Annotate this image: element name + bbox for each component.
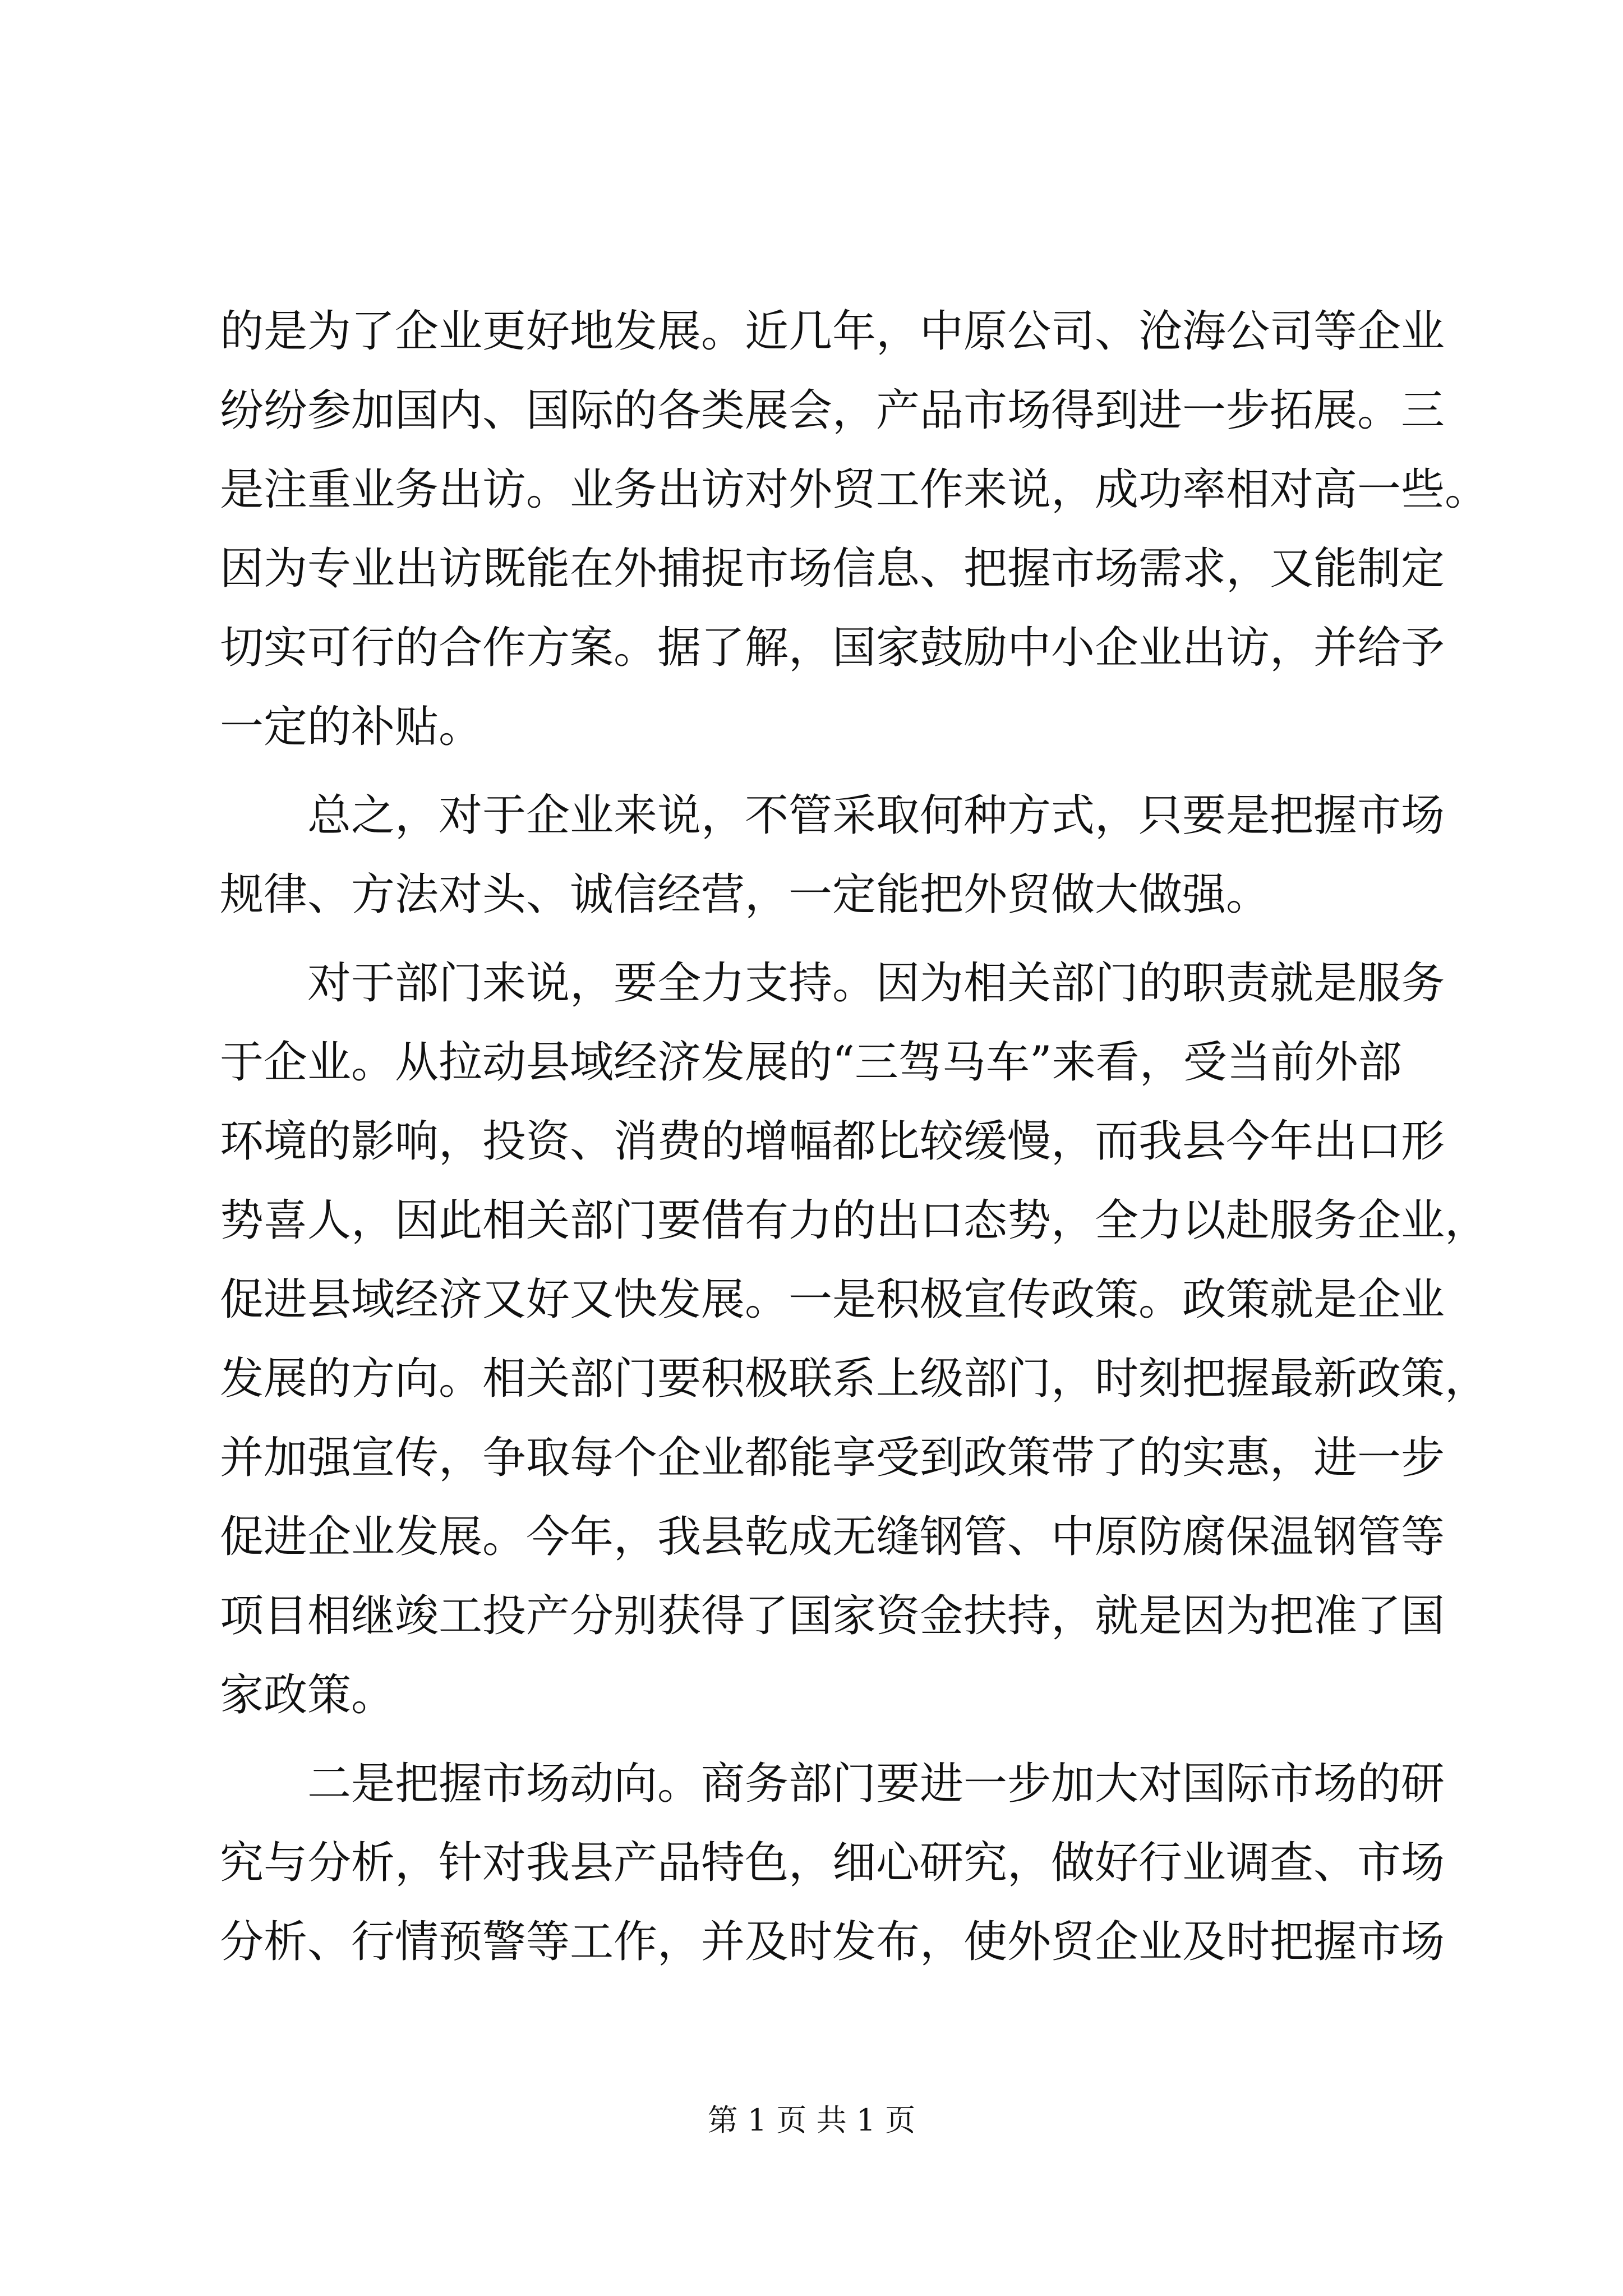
text-line: 促进企业发展。今年，我县乾成无缝钢管、中原防腐保温钢管等 <box>220 1512 1445 1562</box>
text-line: 对于部门来说，要全力支持。因为相关部门的职责就是服务 <box>307 958 1445 1009</box>
text-line: 势喜人，因此相关部门要借有力的出口态势，全力以赴服务企业， <box>220 1195 1489 1246</box>
text-line: 二是把握市场动向。商务部门要进一步加大对国际市场的研 <box>307 1759 1445 1809</box>
text-line: 分析、行情预警等工作，并及时发布，使外贸企业及时把握市场 <box>220 1917 1445 1967</box>
text-line: 家政策。 <box>220 1670 395 1720</box>
text-line: 总之，对于企业来说，不管采取何种方式，只要是把握市场 <box>307 790 1445 841</box>
text-line: 项目相继竣工投产分别获得了国家资金扶持，就是因为把准了国 <box>220 1591 1445 1641</box>
text-line: 一定的补贴。 <box>220 702 483 752</box>
paragraph-gap <box>220 767 1423 776</box>
text-line: 发展的方向。相关部门要积极联系上级部门，时刻把握最新政策， <box>220 1354 1489 1404</box>
body-text <box>220 292 1489 1982</box>
paragraph-gap <box>220 1735 1423 1745</box>
text-line: 环境的影响，投资、消费的增幅都比较缓慢，而我县今年出口形 <box>220 1116 1445 1167</box>
text-line: 究与分析，针对我县产品特色，细心研究，做好行业调查、市场 <box>220 1838 1445 1888</box>
text-line: 并加强宣传，争取每个企业都能享受到政策带了的实惠，进一步 <box>220 1433 1445 1483</box>
text-line: 纷纷参加国内、国际的各类展会，产品市场得到进一步拓展。三 <box>220 385 1445 436</box>
text-line: 因为专业出访既能在外捕捉市场信息、把握市场需求，又能制定 <box>220 544 1445 594</box>
text-line: 促进县域经济又好又快发展。一是积极宣传政策。政策就是企业 <box>220 1274 1445 1325</box>
text-line: 于企业。从拉动县域经济发展的“三驾马车”来看，受当前外部 <box>220 1037 1402 1088</box>
text-line: 是注重业务出访。业务出访对外贸工作来说，成功率相对高一些。 <box>220 464 1489 515</box>
page-number-footer: 第 1 页 共 1 页 <box>707 2102 916 2138</box>
text-line: 的是为了企业更好地发展。近几年，中原公司、沧海公司等企业 <box>220 306 1445 357</box>
text-line: 切实可行的合作方案。据了解，国家鼓励中小企业出访，并给予 <box>220 623 1445 673</box>
text-line: 规律、方法对头、诚信经营，一定能把外贸做大做强。 <box>220 869 1270 920</box>
paragraph-gap <box>220 935 1423 944</box>
